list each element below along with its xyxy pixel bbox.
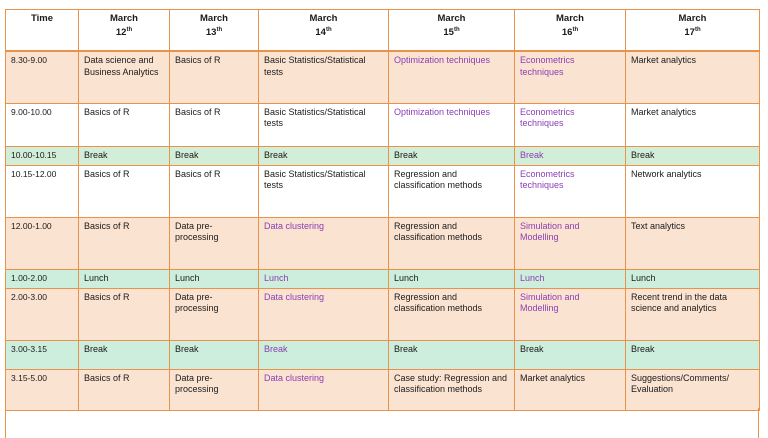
session-cell: Break (515, 340, 626, 369)
session-cell: Break (259, 340, 389, 369)
session-cell: Econometrics techniques (515, 103, 626, 146)
header-day-2: March 13th (170, 10, 259, 52)
time-cell: 3.15-5.00 (6, 369, 79, 410)
time-cell: 1.00-2.00 (6, 269, 79, 288)
session-cell: Break (389, 146, 515, 165)
session-cell: Basics of R (79, 103, 170, 146)
session-cell: Econometrics techniques (515, 51, 626, 103)
header-day-5: March 16th (515, 10, 626, 52)
session-cell: Basic Statistics/Statistical tests (259, 51, 389, 103)
session-cell: Regression and classification methods (389, 165, 515, 217)
session-cell: Recent trend in the data science and analytics (626, 288, 760, 340)
table-row (6, 51, 760, 103)
time-cell: 12.00-1.00 (6, 217, 79, 269)
table-row (6, 340, 760, 369)
session-cell: Break (170, 146, 259, 165)
session-cell: Data clustering (259, 217, 389, 269)
session-cell: Case study: Regression and classification methods (389, 369, 515, 410)
session-cell: Lunch (389, 269, 515, 288)
table-row (6, 146, 760, 165)
table-row (6, 103, 760, 146)
session-cell: Lunch (170, 269, 259, 288)
session-cell: Optimization techniques (389, 51, 515, 103)
time-cell: 2.00-3.00 (6, 288, 79, 340)
session-cell: Data pre-processing (170, 288, 259, 340)
session-cell: Basics of R (79, 165, 170, 217)
session-cell: Break (626, 340, 760, 369)
session-cell: Basics of R (170, 51, 259, 103)
session-cell: Simulation and Modelling (515, 288, 626, 340)
session-cell: Break (170, 340, 259, 369)
table-row (6, 269, 760, 288)
session-cell: Basics of R (79, 369, 170, 410)
session-cell: Basic Statistics/Statistical tests (259, 103, 389, 146)
session-cell: Lunch (515, 269, 626, 288)
time-cell: 10.00-10.15 (6, 146, 79, 165)
header-day-6: March 17th (626, 10, 760, 52)
session-cell: Break (515, 146, 626, 165)
header-day-1: March 12th (79, 10, 170, 52)
session-cell: Basic Statistics/Statistical tests (259, 165, 389, 217)
table-row (6, 217, 760, 269)
session-cell: Break (259, 146, 389, 165)
header-day-4: March 15th (389, 10, 515, 52)
session-cell: Optimization techniques (389, 103, 515, 146)
header-time: Time (6, 10, 79, 52)
time-cell: 8.30-9.00 (6, 51, 79, 103)
session-cell: Data clustering (259, 288, 389, 340)
table-row (6, 165, 760, 217)
session-cell: Market analytics (626, 103, 760, 146)
session-cell: Regression and classification methods (389, 217, 515, 269)
session-cell: Simulation and Modelling (515, 217, 626, 269)
session-cell: Text analytics (626, 217, 760, 269)
time-cell: 3.00-3.15 (6, 340, 79, 369)
session-cell: Basics of R (170, 103, 259, 146)
session-cell: Data pre-processing (170, 217, 259, 269)
session-cell: Market analytics (626, 51, 760, 103)
session-cell: Basics of R (79, 217, 170, 269)
session-cell: Network analytics (626, 165, 760, 217)
session-cell: Data science and Business Analytics (79, 51, 170, 103)
header-row (6, 10, 760, 52)
session-cell: Break (79, 340, 170, 369)
session-cell: Lunch (259, 269, 389, 288)
table-footer-space (5, 408, 759, 438)
session-cell: Basics of R (79, 288, 170, 340)
header-day-3: March 14th (259, 10, 389, 52)
schedule-table (5, 9, 760, 411)
session-cell: Data clustering (259, 369, 389, 410)
session-cell: Break (389, 340, 515, 369)
time-cell: 9.00-10.00 (6, 103, 79, 146)
table-row (6, 288, 760, 340)
time-cell: 10.15-12.00 (6, 165, 79, 217)
session-cell: Econometrics techniques (515, 165, 626, 217)
session-cell: Lunch (626, 269, 760, 288)
session-cell: Data pre-processing (170, 369, 259, 410)
session-cell: Regression and classification methods (389, 288, 515, 340)
session-cell: Market analytics (515, 369, 626, 410)
session-cell: Break (626, 146, 760, 165)
session-cell: Basics of R (170, 165, 259, 217)
table-row (6, 369, 760, 410)
session-cell: Lunch (79, 269, 170, 288)
session-cell: Break (79, 146, 170, 165)
session-cell: Suggestions/Comments/ Evaluation (626, 369, 760, 410)
